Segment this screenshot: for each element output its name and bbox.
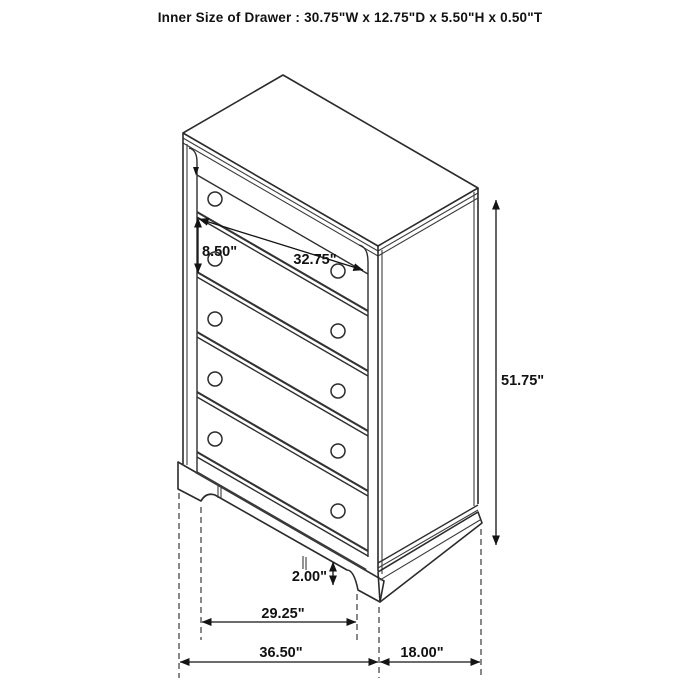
dim-label-overall-width: 36.50" [259,645,303,661]
dim-base-cutout-width [202,606,356,622]
side-bottom-edge [378,505,478,563]
dim-label-drawer-height: 8.50" [202,244,238,260]
dim-label-overall-depth: 18.00" [400,645,444,661]
drawer-1-left-knob [208,192,222,206]
drawer-3-right-knob [331,384,345,398]
drawer-4-right-knob [331,444,345,458]
drawer-4-left-knob [208,372,222,386]
drawer-5-bottom-edge [197,452,368,551]
drawer-2-bottom-edge [197,272,368,371]
drawer-5-right-knob [331,504,345,518]
dim-label-base-clearance: 2.00" [291,569,327,585]
dim-overall-depth [380,645,480,662]
drawer-5 [197,397,368,551]
dim-label-drawer-width: 32.75" [293,252,337,268]
drawer-3-left-knob [208,312,222,326]
base [178,462,482,602]
dim-overall-height [496,200,544,545]
dim-label-overall-height: 51.75" [501,373,545,389]
drawer-5-left-knob [208,432,222,446]
page-title: Inner Size of Drawer : 30.75"W x 12.75"D x 5.50"H x 0.50"T [157,10,543,25]
right-bracket-curve [359,245,368,262]
dim-label-base-cutout-width: 29.25" [261,606,305,622]
drawer-2-right-knob [331,324,345,338]
drawer-4-bottom-edge [197,392,368,491]
dim-overall-width [180,645,378,662]
base-side-outline [378,512,482,602]
side-panel [378,188,478,574]
top-face-outline [183,75,478,246]
rail-pointer-arrow [193,167,199,176]
drawer-3-bottom-edge [197,332,368,431]
side-bottom-band [378,510,478,568]
base-side-band [380,520,480,580]
top-edge-band-2 [183,143,478,256]
dim-base-clearance [292,562,333,585]
